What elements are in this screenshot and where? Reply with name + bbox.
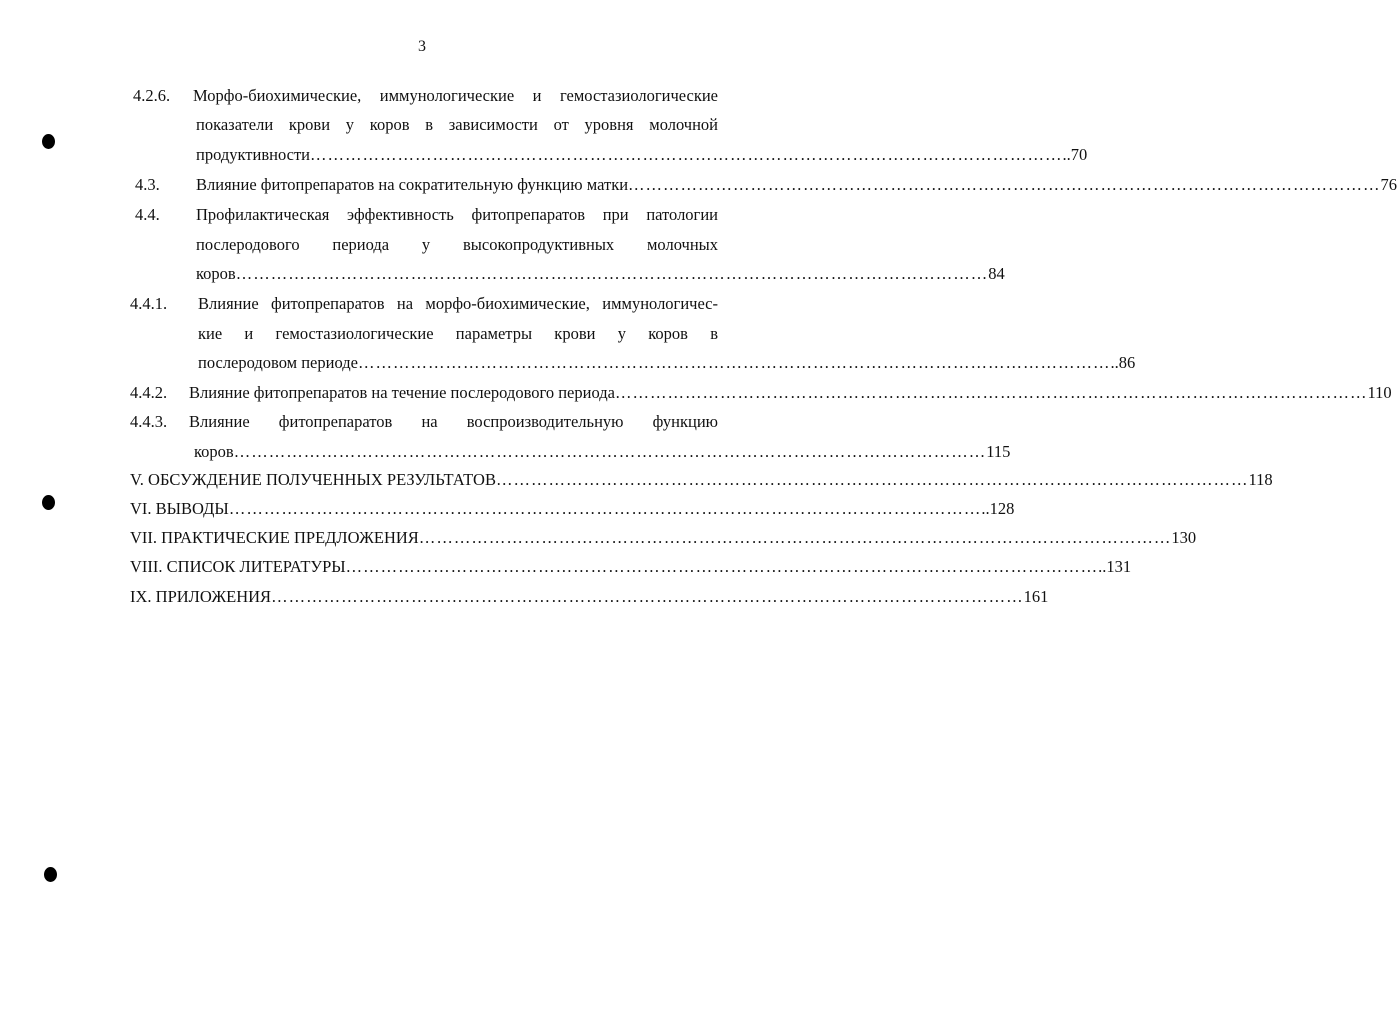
toc-entry-title-line: показатели крови у коров в зависимости от уровня молочной [196,115,718,134]
toc-chapter-page: 118 [1248,470,1273,489]
binder-hole-middle [42,495,55,510]
toc-entry-last-line [196,145,1088,165]
toc-entry-last-line [194,442,1011,462]
dot-leader: ………………………………………………………………………………………………………………… [233,442,987,461]
toc-entry-title: Влияние фитопрепаратов на сократительную функцию матки [196,175,629,194]
toc-chapter-page: ..128 [981,499,1015,518]
dot-leader: ………………………………………………………………………………………………………………… [228,499,982,518]
toc-chapter [130,587,1049,607]
page-number: 3 [418,38,426,55]
toc-entry-title: послеродовом периоде [198,353,358,372]
toc-entry-title: продуктивности [196,145,310,164]
dot-leader: ………………………………………………………………………………………………………………… [310,145,1063,164]
toc-entry-title-line: Морфо-биохимические, иммунологические и гемостазиологические [193,86,718,105]
toc-entry-title-line: Профилактическая эффективность фитопрепаратов при патологии [196,205,718,224]
toc-chapter-page: 161 [1023,587,1049,606]
toc-entry-title-line: кие и гемостазиологические параметры крови у коров в [198,324,718,343]
dot-leader: ………………………………………………………………………………………………………………… [271,587,1024,606]
toc-entry-title: коров [194,442,234,461]
toc-entry-last-line [196,264,1005,284]
toc-chapter [130,470,1273,490]
dot-leader: ………………………………………………………………………………………………………………… [628,175,1381,194]
toc-entry-page: ..86 [1110,353,1136,372]
toc-entry-number: 4.4. [135,205,160,224]
toc-chapter-title: VI. ВЫВОДЫ [130,499,229,518]
dot-leader: ………………………………………………………………………………………………………………… [418,528,1172,547]
toc-chapter-title: VIII. СПИСОК ЛИТЕРАТУРЫ [130,557,346,576]
toc-entry-title-line: послеродового периода у высокопродуктивных молочных [196,235,718,254]
toc-entry-number: 4.3. [135,175,160,194]
dot-leader: ………………………………………………………………………………………………………………… [345,557,1099,576]
toc-chapter-title: IX. ПРИЛОЖЕНИЯ [130,587,272,606]
toc-entry-page: 76 [1380,175,1397,194]
toc-entry-title: Влияние фитопрепаратов на течение послеродового периода [189,383,615,402]
toc-chapter-title: VII. ПРАКТИЧЕСКИЕ ПРЕДЛОЖЕНИЯ [130,528,419,547]
toc-entry-page: 110 [1367,383,1392,402]
toc-entry-line [196,175,1397,195]
toc-chapter [130,557,1132,577]
toc-entry-page: 84 [988,264,1005,283]
toc-entry-page: 115 [986,442,1011,461]
toc-entry-title-line: Влияние фитопрепаратов на морфо-биохимические, иммунологичес- [198,294,718,313]
toc-chapter-page: ..131 [1098,557,1132,576]
toc-chapter [130,528,1197,548]
toc-entry-last-line [198,353,1136,373]
dot-leader: ………………………………………………………………………………………………………………… [614,383,1368,402]
toc-entry-number: 4.4.3. [130,412,168,431]
toc-entry-number: 4.2.6. [133,86,171,105]
toc-entry-number: 4.4.2. [130,383,168,402]
toc-entry-title: коров [196,264,236,283]
toc-chapter-title: V. ОБСУЖДЕНИЕ ПОЛУЧЕННЫХ РЕЗУЛЬТАТОВ [130,470,496,489]
toc-entry-number: 4.4.1. [130,294,168,313]
toc-entry-line [189,383,1392,403]
binder-hole-top [42,134,55,149]
dot-leader: ………………………………………………………………………………………………………………… [495,470,1249,489]
toc-chapter [130,499,1015,519]
dot-leader: ………………………………………………………………………………………………………………… [357,353,1111,372]
dot-leader: ………………………………………………………………………………………………………………… [235,264,989,283]
toc-entry-title-line: Влияние фитопрепаратов на воспроизводительную функцию [189,412,718,431]
toc-entry-page: ..70 [1062,145,1088,164]
binder-hole-bottom [44,867,57,882]
toc-chapter-page: 130 [1171,528,1197,547]
